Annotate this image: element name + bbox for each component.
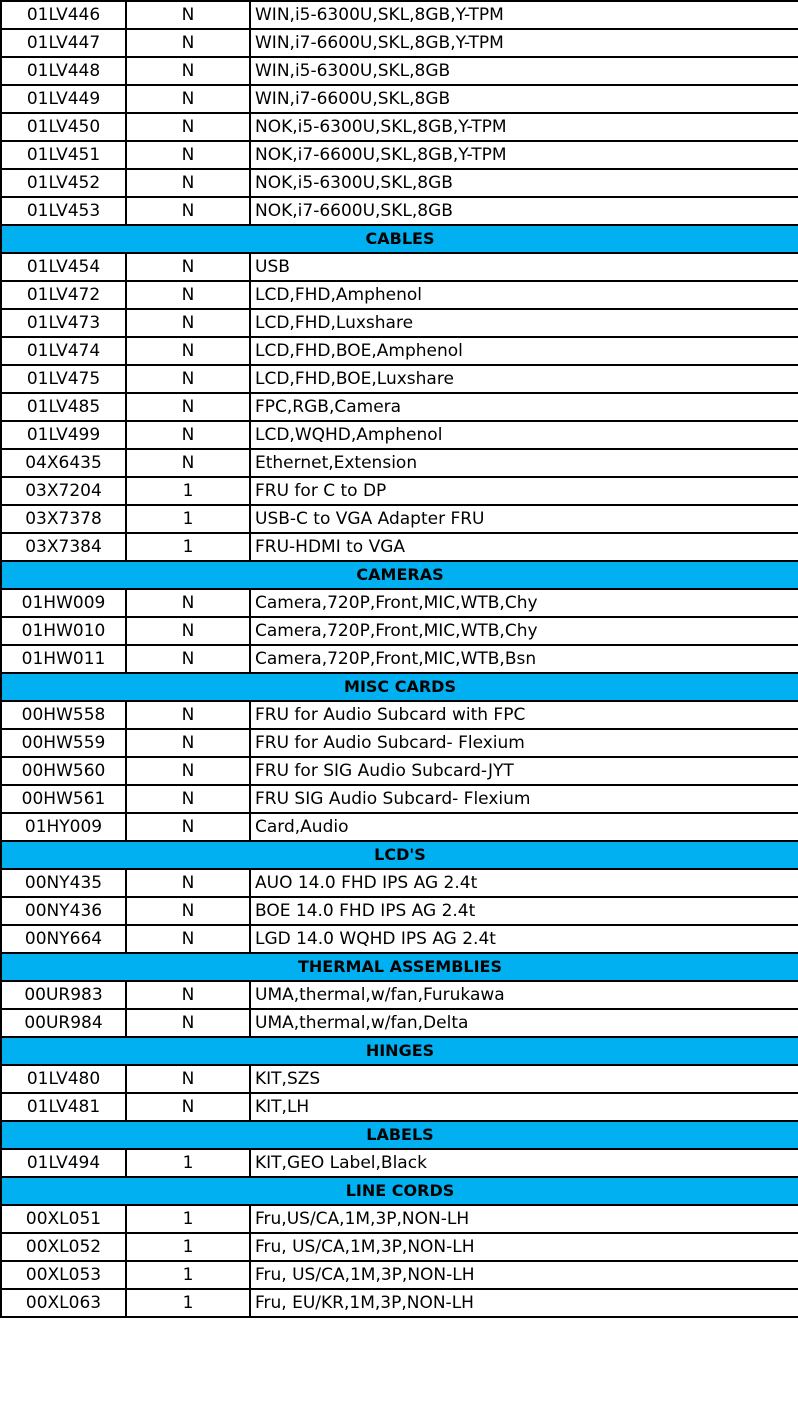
quantity-cell: N <box>126 169 250 197</box>
part-number-cell: 01LV481 <box>1 1093 126 1121</box>
quantity-cell: N <box>126 197 250 225</box>
table-row <box>1 981 798 1009</box>
table-row <box>1 365 798 393</box>
quantity-cell: N <box>126 925 250 953</box>
quantity-cell: 1 <box>126 1205 250 1233</box>
section-header <box>1 841 798 869</box>
table-row <box>1 1205 798 1233</box>
description-cell: KIT,GEO Label,Black <box>250 1149 798 1177</box>
section-title: THERMAL ASSEMBLIES <box>1 953 798 981</box>
table-row <box>1 85 798 113</box>
quantity-cell: N <box>126 393 250 421</box>
description-cell: LCD,FHD,Amphenol <box>250 281 798 309</box>
table-row <box>1 1065 798 1093</box>
quantity-cell: N <box>126 785 250 813</box>
description-cell: AUO 14.0 FHD IPS AG 2.4t <box>250 869 798 897</box>
part-number-cell: 01LV452 <box>1 169 126 197</box>
description-cell: LCD,FHD,Luxshare <box>250 309 798 337</box>
quantity-cell: N <box>126 813 250 841</box>
part-number-cell: 00XL063 <box>1 1289 126 1317</box>
part-number-cell: 01LV454 <box>1 253 126 281</box>
part-number-cell: 00NY435 <box>1 869 126 897</box>
quantity-cell: N <box>126 981 250 1009</box>
description-cell: NOK,i7-6600U,SKL,8GB <box>250 197 798 225</box>
quantity-cell: N <box>126 869 250 897</box>
table-row <box>1 589 798 617</box>
description-cell: Fru, US/CA,1M,3P,NON-LH <box>250 1233 798 1261</box>
quantity-cell: 1 <box>126 1233 250 1261</box>
description-cell: UMA,thermal,w/fan,Delta <box>250 1009 798 1037</box>
table-row <box>1 253 798 281</box>
part-number-cell: 00XL052 <box>1 1233 126 1261</box>
quantity-cell: N <box>126 1065 250 1093</box>
part-number-cell: 00XL053 <box>1 1261 126 1289</box>
description-cell: Fru, EU/KR,1M,3P,NON-LH <box>250 1289 798 1317</box>
part-number-cell: 01LV472 <box>1 281 126 309</box>
description-cell: Fru,US/CA,1M,3P,NON-LH <box>250 1205 798 1233</box>
quantity-cell: N <box>126 729 250 757</box>
description-cell: Camera,720P,Front,MIC,WTB,Bsn <box>250 645 798 673</box>
quantity-cell: N <box>126 281 250 309</box>
part-number-cell: 01LV447 <box>1 29 126 57</box>
part-number-cell: 01LV475 <box>1 365 126 393</box>
quantity-cell: N <box>126 365 250 393</box>
part-number-cell: 00UR984 <box>1 1009 126 1037</box>
quantity-cell: N <box>126 897 250 925</box>
part-number-cell: 01LV494 <box>1 1149 126 1177</box>
description-cell: FRU for SIG Audio Subcard-JYT <box>250 757 798 785</box>
part-number-cell: 00XL051 <box>1 1205 126 1233</box>
section-header <box>1 673 798 701</box>
table-row <box>1 897 798 925</box>
description-cell: FRU for C to DP <box>250 477 798 505</box>
description-cell: FRU for Audio Subcard with FPC <box>250 701 798 729</box>
quantity-cell: 1 <box>126 1261 250 1289</box>
part-number-cell: 01LV499 <box>1 421 126 449</box>
parts-table-body <box>1 1 798 1317</box>
section-header <box>1 225 798 253</box>
description-cell: Camera,720P,Front,MIC,WTB,Chy <box>250 589 798 617</box>
description-cell: USB <box>250 253 798 281</box>
description-cell: LCD,FHD,BOE,Luxshare <box>250 365 798 393</box>
part-number-cell: 03X7204 <box>1 477 126 505</box>
table-row <box>1 337 798 365</box>
quantity-cell: N <box>126 1009 250 1037</box>
quantity-cell: N <box>126 85 250 113</box>
quantity-cell: N <box>126 701 250 729</box>
description-cell: LGD 14.0 WQHD IPS AG 2.4t <box>250 925 798 953</box>
table-row <box>1 1261 798 1289</box>
quantity-cell: N <box>126 1 250 29</box>
part-number-cell: 01HW011 <box>1 645 126 673</box>
table-row <box>1 869 798 897</box>
quantity-cell: N <box>126 645 250 673</box>
description-cell: WIN,i5-6300U,SKL,8GB,Y-TPM <box>250 1 798 29</box>
part-number-cell: 00UR983 <box>1 981 126 1009</box>
description-cell: FRU-HDMI to VGA <box>250 533 798 561</box>
part-number-cell: 00NY664 <box>1 925 126 953</box>
description-cell: FRU SIG Audio Subcard- Flexium <box>250 785 798 813</box>
description-cell: Fru, US/CA,1M,3P,NON-LH <box>250 1261 798 1289</box>
table-row <box>1 113 798 141</box>
table-row <box>1 505 798 533</box>
description-cell: WIN,i7-6600U,SKL,8GB,Y-TPM <box>250 29 798 57</box>
table-row <box>1 449 798 477</box>
section-title: MISC CARDS <box>1 673 798 701</box>
quantity-cell: 1 <box>126 1149 250 1177</box>
table-row <box>1 925 798 953</box>
table-row <box>1 393 798 421</box>
table-row <box>1 813 798 841</box>
description-cell: KIT,LH <box>250 1093 798 1121</box>
quantity-cell: N <box>126 309 250 337</box>
description-cell: NOK,i7-6600U,SKL,8GB,Y-TPM <box>250 141 798 169</box>
description-cell: Card,Audio <box>250 813 798 841</box>
quantity-cell: N <box>126 57 250 85</box>
table-row <box>1 1149 798 1177</box>
part-number-cell: 00HW561 <box>1 785 126 813</box>
part-number-cell: 01HW010 <box>1 617 126 645</box>
part-number-cell: 00HW558 <box>1 701 126 729</box>
table-row <box>1 1289 798 1317</box>
table-row <box>1 57 798 85</box>
table-row <box>1 1 798 29</box>
quantity-cell: N <box>126 449 250 477</box>
section-title: LCD'S <box>1 841 798 869</box>
quantity-cell: N <box>126 1093 250 1121</box>
description-cell: WIN,i7-6600U,SKL,8GB <box>250 85 798 113</box>
description-cell: WIN,i5-6300U,SKL,8GB <box>250 57 798 85</box>
section-header <box>1 953 798 981</box>
part-number-cell: 00HW559 <box>1 729 126 757</box>
quantity-cell: 1 <box>126 1289 250 1317</box>
quantity-cell: N <box>126 253 250 281</box>
section-header <box>1 1121 798 1149</box>
quantity-cell: 1 <box>126 505 250 533</box>
description-cell: Camera,720P,Front,MIC,WTB,Chy <box>250 617 798 645</box>
description-cell: NOK,i5-6300U,SKL,8GB,Y-TPM <box>250 113 798 141</box>
table-row <box>1 477 798 505</box>
part-number-cell: 03X7384 <box>1 533 126 561</box>
description-cell: FPC,RGB,Camera <box>250 393 798 421</box>
section-title: CAMERAS <box>1 561 798 589</box>
part-number-cell: 01LV449 <box>1 85 126 113</box>
description-cell: NOK,i5-6300U,SKL,8GB <box>250 169 798 197</box>
table-row <box>1 617 798 645</box>
table-row <box>1 29 798 57</box>
quantity-cell: 1 <box>126 477 250 505</box>
quantity-cell: N <box>126 29 250 57</box>
quantity-cell: N <box>126 141 250 169</box>
part-number-cell: 01LV453 <box>1 197 126 225</box>
table-row <box>1 421 798 449</box>
quantity-cell: N <box>126 421 250 449</box>
description-cell: KIT,SZS <box>250 1065 798 1093</box>
description-cell: FRU for Audio Subcard- Flexium <box>250 729 798 757</box>
section-title: LABELS <box>1 1121 798 1149</box>
part-number-cell: 01LV451 <box>1 141 126 169</box>
section-header <box>1 1037 798 1065</box>
part-number-cell: 01LV473 <box>1 309 126 337</box>
description-cell: BOE 14.0 FHD IPS AG 2.4t <box>250 897 798 925</box>
description-cell: LCD,FHD,BOE,Amphenol <box>250 337 798 365</box>
quantity-cell: N <box>126 757 250 785</box>
table-row <box>1 169 798 197</box>
part-number-cell: 03X7378 <box>1 505 126 533</box>
table-row <box>1 701 798 729</box>
table-row <box>1 645 798 673</box>
quantity-cell: N <box>126 337 250 365</box>
part-number-cell: 01HY009 <box>1 813 126 841</box>
table-row <box>1 309 798 337</box>
part-number-cell: 01HW009 <box>1 589 126 617</box>
description-cell: UMA,thermal,w/fan,Furukawa <box>250 981 798 1009</box>
part-number-cell: 01LV446 <box>1 1 126 29</box>
part-number-cell: 01LV480 <box>1 1065 126 1093</box>
part-number-cell: 01LV450 <box>1 113 126 141</box>
quantity-cell: N <box>126 617 250 645</box>
part-number-cell: 00HW560 <box>1 757 126 785</box>
table-row <box>1 757 798 785</box>
section-header <box>1 561 798 589</box>
part-number-cell: 01LV485 <box>1 393 126 421</box>
description-cell: Ethernet,Extension <box>250 449 798 477</box>
section-title: CABLES <box>1 225 798 253</box>
description-cell: USB-C to VGA Adapter FRU <box>250 505 798 533</box>
quantity-cell: 1 <box>126 533 250 561</box>
table-row <box>1 141 798 169</box>
table-row <box>1 729 798 757</box>
part-number-cell: 01LV448 <box>1 57 126 85</box>
section-title: HINGES <box>1 1037 798 1065</box>
part-number-cell: 01LV474 <box>1 337 126 365</box>
table-row <box>1 1009 798 1037</box>
table-row <box>1 785 798 813</box>
table-row <box>1 197 798 225</box>
quantity-cell: N <box>126 589 250 617</box>
table-row <box>1 1093 798 1121</box>
table-row <box>1 281 798 309</box>
part-number-cell: 04X6435 <box>1 449 126 477</box>
section-title: LINE CORDS <box>1 1177 798 1205</box>
description-cell: LCD,WQHD,Amphenol <box>250 421 798 449</box>
section-header <box>1 1177 798 1205</box>
table-row <box>1 1233 798 1261</box>
quantity-cell: N <box>126 113 250 141</box>
table-row <box>1 533 798 561</box>
part-number-cell: 00NY436 <box>1 897 126 925</box>
